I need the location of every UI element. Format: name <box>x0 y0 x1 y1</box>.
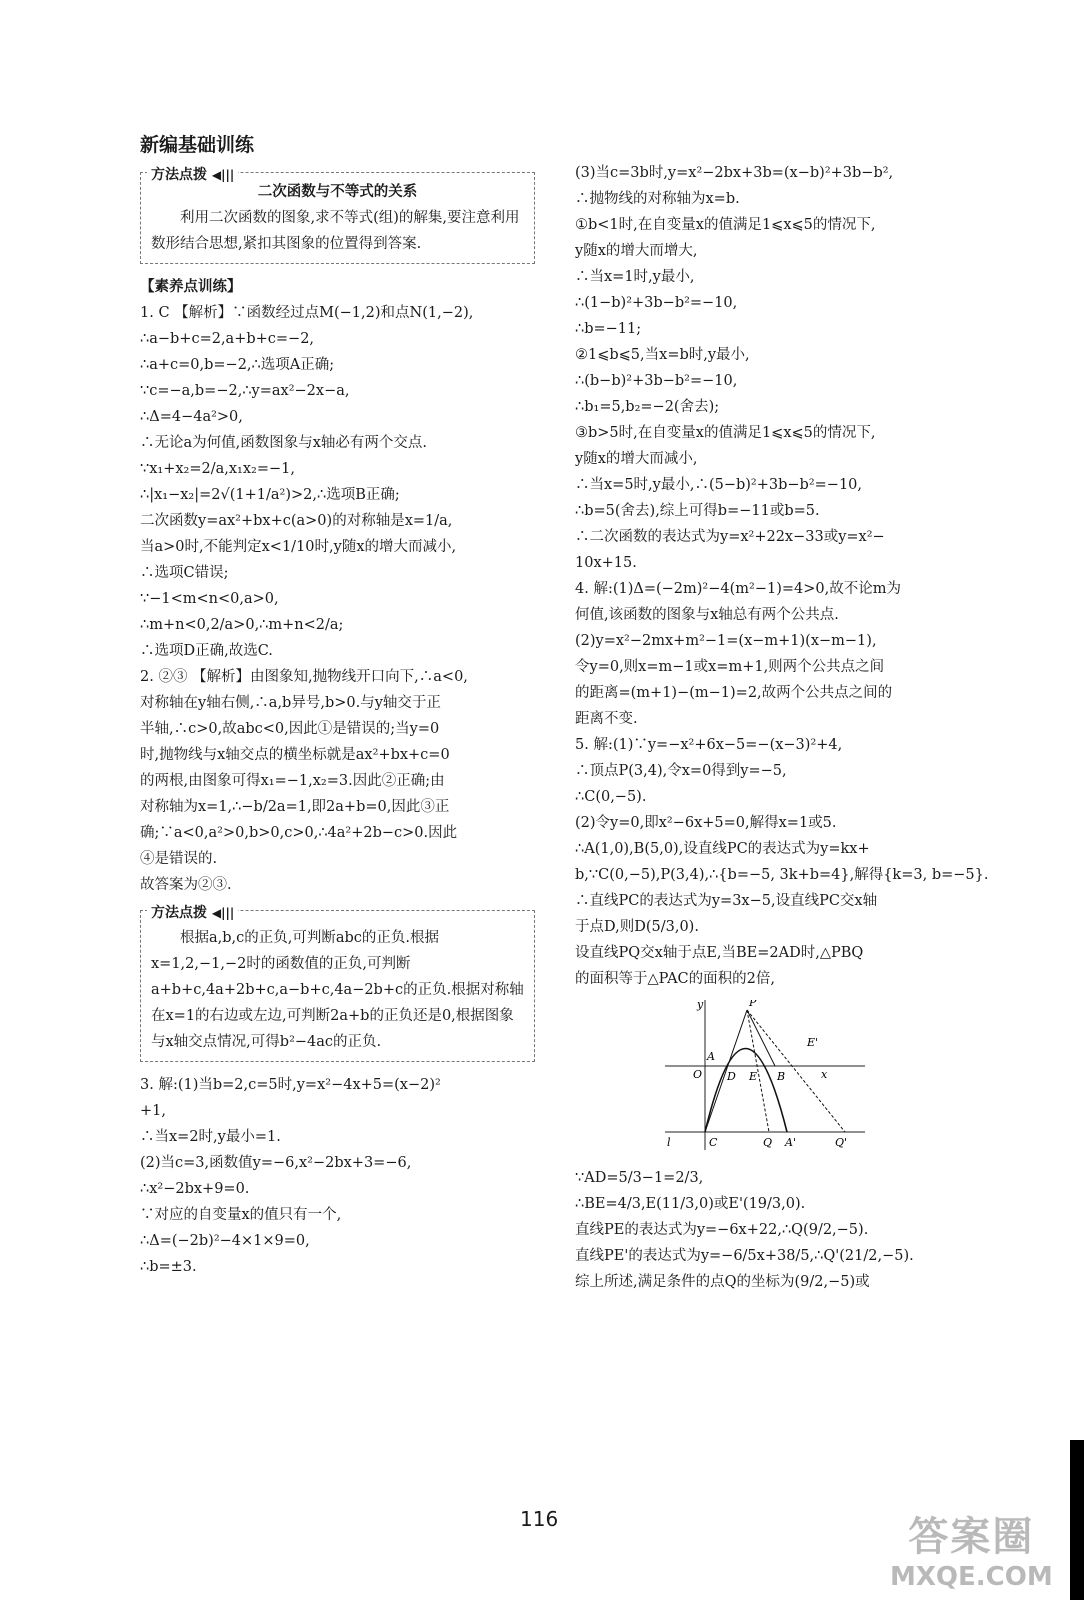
text-line: ∴直线PC的表达式为y=3x−5,设直线PC交x轴 <box>575 893 878 909</box>
figure-label: l <box>667 1136 671 1149</box>
figure-label: A <box>707 1050 715 1063</box>
text-line: +1, <box>140 1103 166 1119</box>
text-line: y随x的增大而减小, <box>575 451 698 467</box>
text-line: 对称轴在y轴右侧,∴a,b异号,b>0.与y轴交于正 <box>140 695 441 711</box>
text-line: ∴m+n<0,2/a>0,∴m+n<2/a; <box>140 617 344 633</box>
text-line: 何值,该函数的图象与x轴总有两个公共点. <box>575 607 839 623</box>
text-line: 确;∵a<0,a²>0,b>0,c>0,∴4a²+2b−c>0.因此 <box>140 825 458 841</box>
text-line: ∴当x=5时,y最小,∴(5−b)²+3b−b²=−10, <box>575 477 863 493</box>
method-tip-box-1 <box>140 167 535 264</box>
text-line: ∴b=5(舍去),综上可得b=−11或b=5. <box>575 503 820 519</box>
text-line: ∴Δ=4−4a²>0, <box>140 409 243 425</box>
text-line: ∵c=−a,b=−2,∴y=ax²−2x−a, <box>140 383 350 399</box>
right-column <box>575 160 989 1295</box>
figure-label: Q' <box>835 1136 848 1149</box>
figure-label: P <box>749 1000 757 1009</box>
figure-label: Q <box>763 1136 773 1149</box>
text-line: ∴A(1,0),B(5,0),设直线PC的表达式为y=kx+ <box>575 841 870 857</box>
text-line: 1. C 【解析】∵函数经过点M(−1,2)和点N(1,−2), <box>140 305 474 321</box>
parabola-figure <box>665 1000 865 1150</box>
text-line: ∵−1<m<n<0,a>0, <box>140 591 279 607</box>
figure-label: E' <box>807 1036 819 1049</box>
text-line: 的面积等于△PAC的面积的2倍, <box>575 971 775 987</box>
text-line: ∴b=±3. <box>140 1259 197 1275</box>
page-header: 新编基础训练 <box>140 134 255 156</box>
text-line: 令y=0,则x=m−1或x=m+1,则两个公共点之间 <box>575 659 885 675</box>
text-line: 距离不变. <box>575 711 638 727</box>
text-line: ∵AD=5/3−1=2/3, <box>575 1170 704 1186</box>
text-line: ∴BE=4/3,E(11/3,0)或E'(19/3,0). <box>575 1196 806 1212</box>
text-line: ①b<1时,在自变量x的值满足1⩽x⩽5的情况下, <box>575 217 876 233</box>
method-tip-text: 根据a,b,c的正负,可判断abc的正负.根据x=1,2,−1,−2时的函数值的正负,可判断a+b+c,4a+2b+c,a−b+c,4a−2b+c的正负.根据对称轴在x=1的右边或左边,可判断2a+b的正负还是0,根据图象与x轴交点情况,可得b²−4ac的正负. <box>151 930 524 1050</box>
solution-text-left-2 <box>140 1072 535 1280</box>
text-line: ∴x²−2bx+9=0. <box>140 1181 250 1197</box>
method-tip-box-2 <box>140 905 535 1062</box>
text-line: ∴b₁=5,b₂=−2(舍去); <box>575 399 720 415</box>
text-line: ②1⩽b⩽5,当x=b时,y最小, <box>575 347 750 363</box>
method-tip-label: 方法点拨 ◀||| <box>147 162 238 188</box>
solution-text-right-2 <box>575 1165 970 1295</box>
figure-label: D <box>727 1070 736 1083</box>
text-line: 5. 解:(1)∵y=−x²+6x−5=−(x−3)²+4, <box>575 737 843 753</box>
text-line: (3)当c=3b时,y=x²−2bx+3b=(x−b)²+3b−b², <box>575 165 894 181</box>
text-line: 3. 解:(1)当b=2,c=5时,y=x²−4x+5=(x−2)² <box>140 1077 441 1093</box>
text-line: 直线PE'的表达式为y=−6/5x+38/5,∴Q'(21/2,−5). <box>575 1248 914 1264</box>
figure-label: C <box>709 1136 718 1149</box>
text-line: 当a>0时,不能判定x<1/10时,y随x的增大而减小, <box>140 539 457 555</box>
text-line: 综上所述,满足条件的点Q的坐标为(9/2,−5)或 <box>575 1274 870 1290</box>
text-line: 设直线PQ交x轴于点E,当BE=2AD时,△PBQ <box>575 945 864 961</box>
figure-label: E <box>749 1070 758 1083</box>
text-line: 对称轴为x=1,∴−b/2a=1,即2a+b=0,因此③正 <box>140 799 450 815</box>
text-line: ∴a−b+c=2,a+b+c=−2, <box>140 331 315 347</box>
watermark-logo: 答案圈 MXQE.COM <box>890 1514 1053 1592</box>
figure-label: O <box>693 1068 703 1081</box>
text-line: 2. ②③ 【解析】由图象知,抛物线开口向下,∴a<0, <box>140 669 468 685</box>
page-edge-bar <box>1070 1440 1084 1600</box>
figure-label: y <box>697 1000 704 1011</box>
figure-label: B <box>777 1070 786 1083</box>
text-line: 10x+15. <box>575 555 637 571</box>
text-line: ∴选项D正确,故选C. <box>140 643 273 659</box>
text-line: ∴无论a为何值,函数图象与x轴必有两个交点. <box>140 435 428 451</box>
section-title: 【素养点训练】 <box>140 279 242 295</box>
text-line: ∴抛物线的对称轴为x=b. <box>575 191 740 207</box>
text-line: 于点D,则D(5/3,0). <box>575 919 699 935</box>
text-line: ∴(b−b)²+3b−b²=−10, <box>575 373 738 389</box>
figure-label: A' <box>785 1136 796 1149</box>
text-line: 的两根,由图象可得x₁=−1,x₂=3.因此②正确;由 <box>140 773 445 789</box>
text-line: b,∵C(0,−5),P(3,4),∴{b=−5, 3k+b=4},解得{k=3, b=−5}. <box>575 867 989 883</box>
text-line: ∴选项C错误; <box>140 565 229 581</box>
text-line: ∴当x=1时,y最小, <box>575 269 695 285</box>
text-line: ∴当x=2时,y最小=1. <box>140 1129 281 1145</box>
text-line: ∴b=−11; <box>575 321 642 337</box>
text-line: ∴|x₁−x₂|=2√(1+1/a²)>2,∴选项B正确; <box>140 487 400 503</box>
speaker-icon: ◀||| <box>211 906 235 920</box>
text-line: 时,抛物线与x轴交点的横坐标就是ax²+bx+c=0 <box>140 747 450 763</box>
text-line: 4. 解:(1)Δ=(−2m)²−4(m²−1)=4>0,故不论m为 <box>575 581 901 597</box>
figure-label: x <box>821 1068 828 1081</box>
text-line: y随x的增大而增大, <box>575 243 698 259</box>
page-number: 116 <box>520 1507 559 1531</box>
text-line: (2)令y=0,即x²−6x+5=0,解得x=1或5. <box>575 815 837 831</box>
method-tip-label: 方法点拨 ◀||| <box>147 900 238 926</box>
text-line: 直线PE的表达式为y=−6x+22,∴Q(9/2,−5). <box>575 1222 869 1238</box>
text-line: 故答案为②③. <box>140 877 232 893</box>
text-line: ∵对应的自变量x的值只有一个, <box>140 1207 342 1223</box>
text-line: ∴二次函数的表达式为y=x²+22x−33或y=x²− <box>575 529 885 545</box>
solution-text-right <box>575 160 989 992</box>
text-line: ∴a+c=0,b=−2,∴选项A正确; <box>140 357 335 373</box>
text-line: ∵x₁+x₂=2/a,x₁x₂=−1, <box>140 461 295 477</box>
text-line: ∴C(0,−5). <box>575 789 647 805</box>
text-line: 半轴,∴c>0,故abc<0,因此①是错误的;当y=0 <box>140 721 440 737</box>
text-line: ∴Δ=(−2b)²−4×1×9=0, <box>140 1233 310 1249</box>
speaker-icon: ◀||| <box>211 168 235 182</box>
text-line: ③b>5时,在自变量x的值满足1⩽x⩽5的情况下, <box>575 425 876 441</box>
solution-text-left <box>140 300 535 898</box>
method-tip-title: 二次函数与不等式的关系 <box>257 184 418 200</box>
text-line: 二次函数y=ax²+bx+c(a>0)的对称轴是x=1/a, <box>140 513 453 529</box>
text-line: (2)y=x²−2mx+m²−1=(x−m+1)(x−m−1), <box>575 633 877 649</box>
text-line: ④是错误的. <box>140 851 218 867</box>
text-line: ∴(1−b)²+3b−b²=−10, <box>575 295 738 311</box>
text-line: ∴顶点P(3,4),令x=0得到y=−5, <box>575 763 787 779</box>
left-column <box>140 160 535 1280</box>
text-line: 的距离=(m+1)−(m−1)=2,故两个公共点之间的 <box>575 685 893 701</box>
method-tip-text: 利用二次函数的图象,求不等式(组)的解集,要注意利用数形结合思想,紧扣其图象的位置得到答案. <box>151 210 520 252</box>
text-line: (2)当c=3,函数值y=−6,x²−2bx+3=−6, <box>140 1155 412 1171</box>
